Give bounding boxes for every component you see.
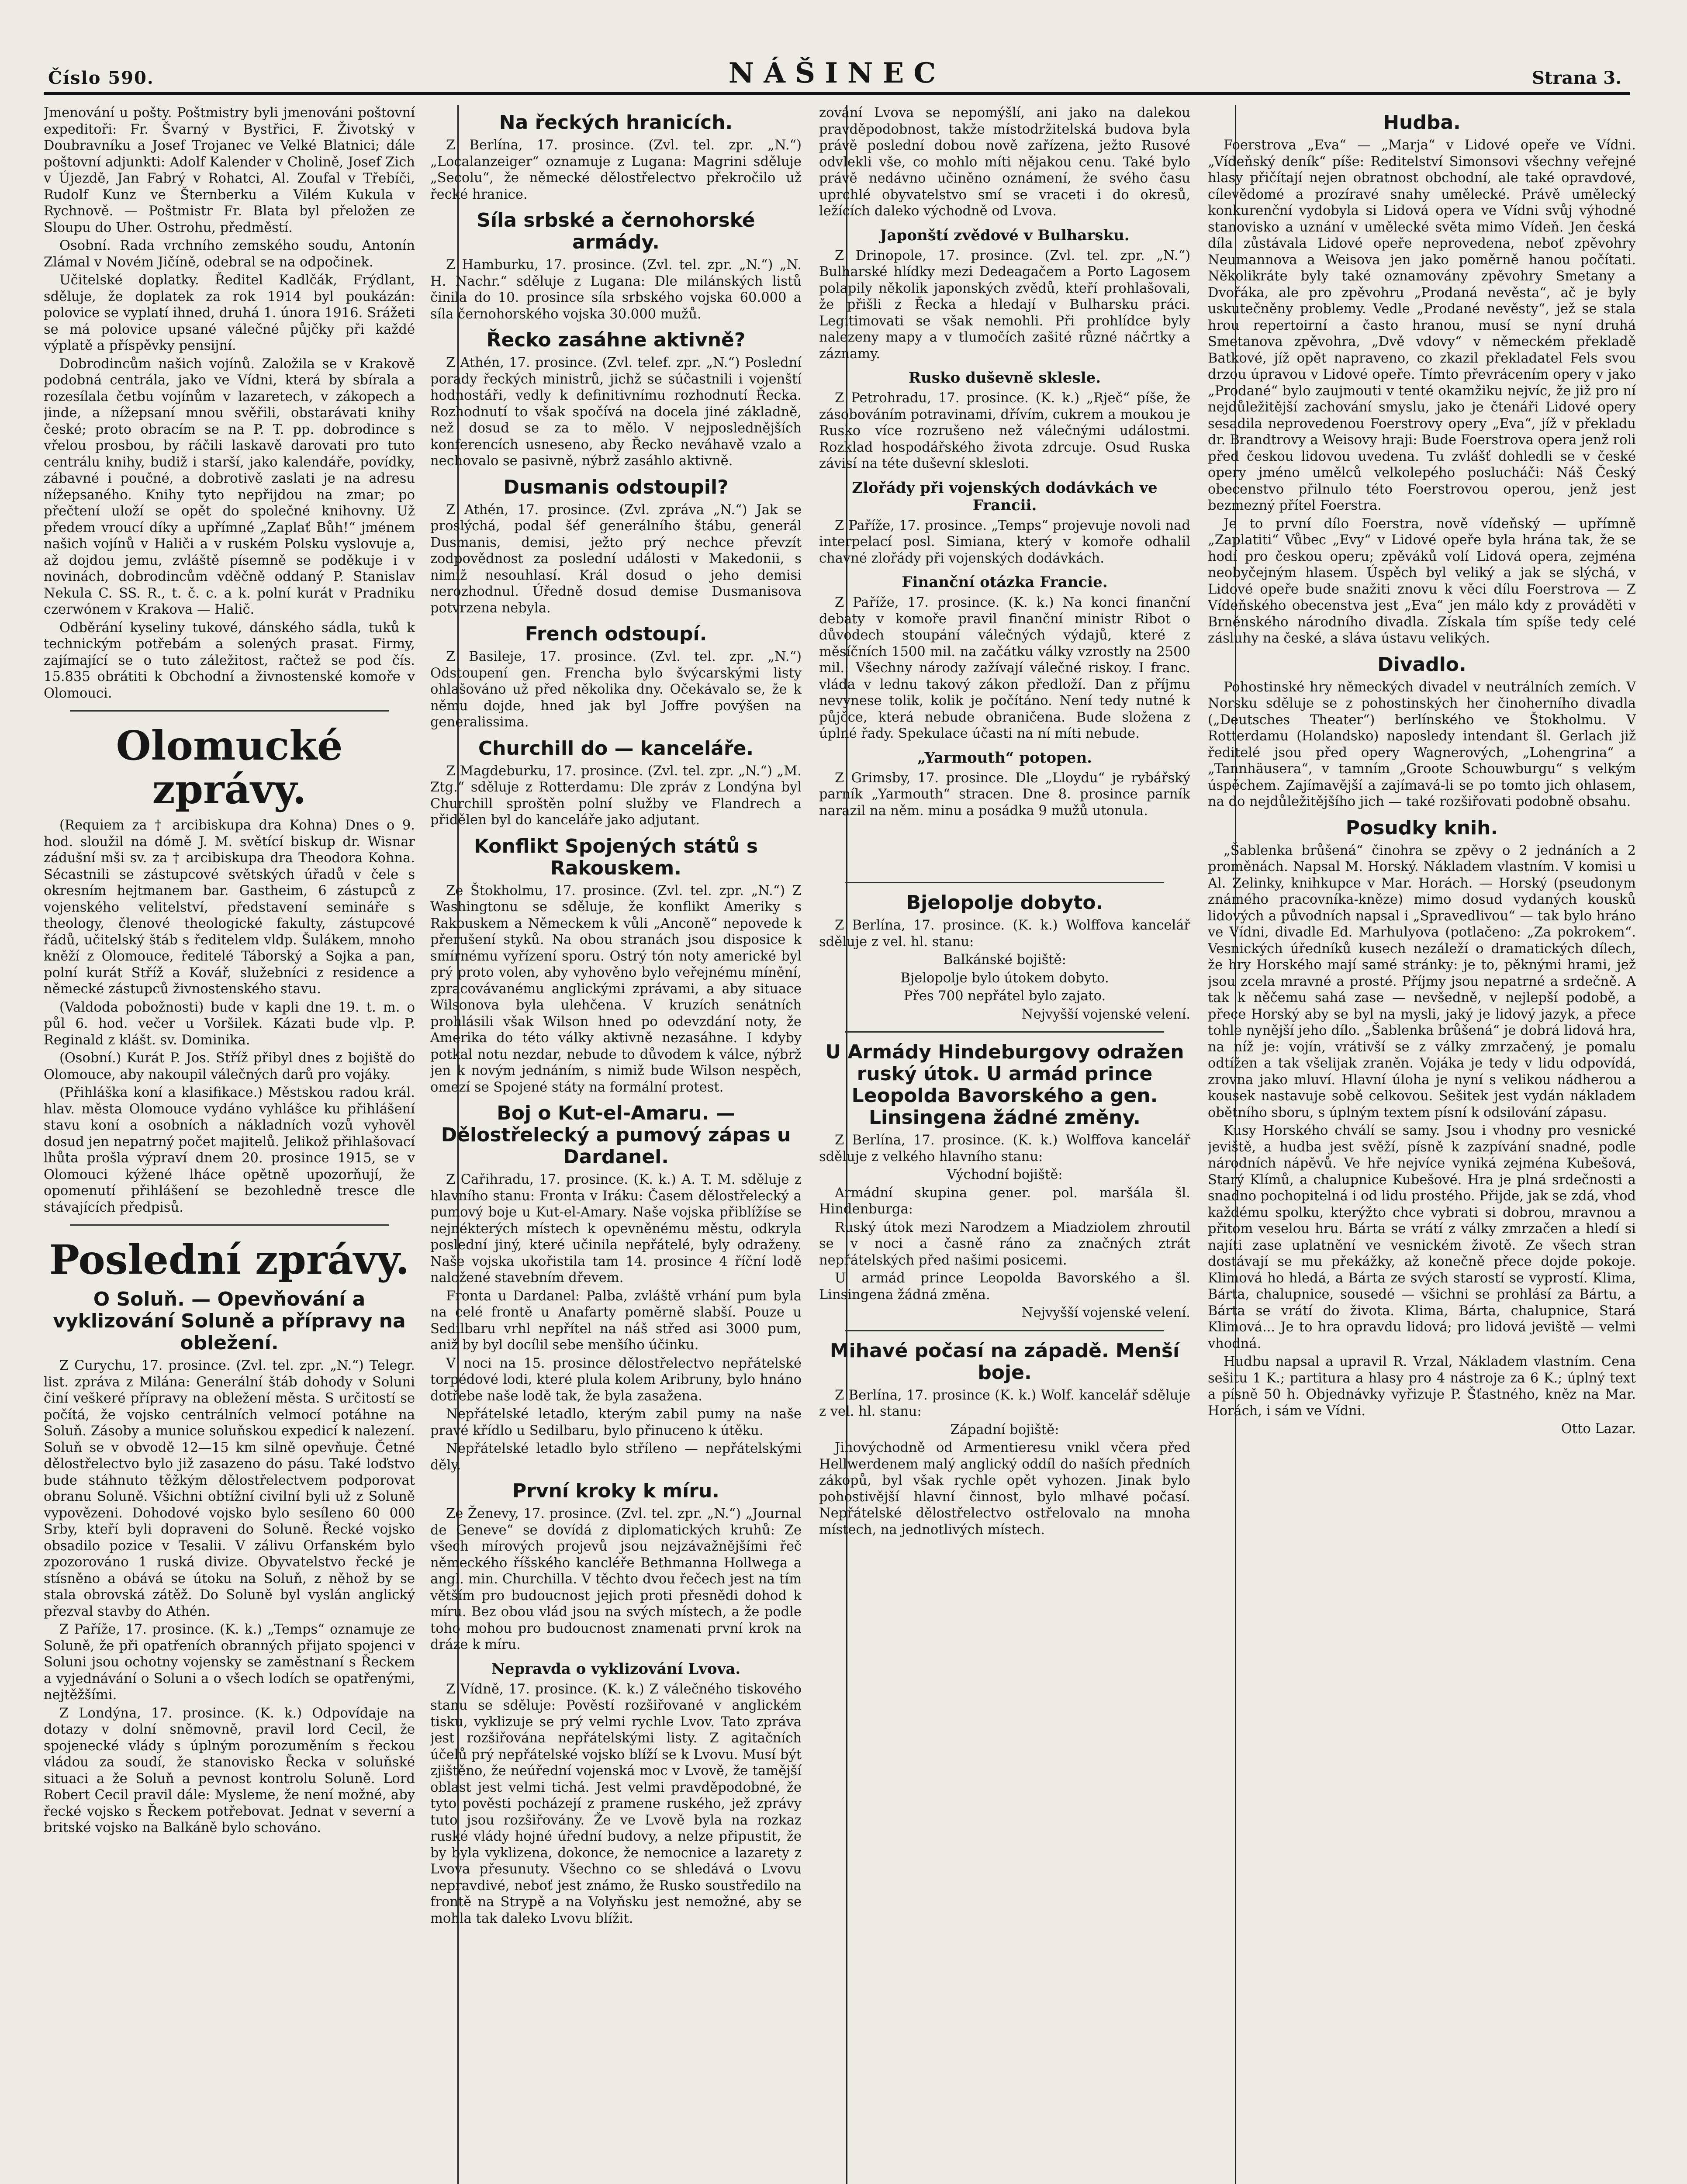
subheadline: „Yarmouth“ potopen. — [917, 749, 1092, 767]
article-text: Z Paříže, 17. prosince. (K. k.) „Temps“ oznamuje ze Soluně, že při opatřeních obranných přijato spojenci v Soluni jsou ochotny vojensky se zaměstnaní s Řeckem a vyjednávání o Soluni a o všech lodích se opatřenými, nejtěžšími. — [44, 1622, 415, 1703]
article-text: (Valdoda pobožnosti) bude v kapli dne 19. t. m. o půl 6. hod. večer u Voršilek. Kázati bude vlp. P. Reginald z klášt. sv. Dominika. — [44, 999, 415, 1048]
article-text: Hudbu napsal a upravil R. Vrzal, Nákladem vlastním. Cena sešitu 1 K.; partitura a hlasy pro 4 nástroje za 6 K.; úplný text a písně 50 h. Objednávky vyřizuje P. Šťastného, kněz na Mar. Horách, i sám ve Vídni. — [1208, 1354, 1636, 1419]
article-text: Ruský útok mezi Narodzem a Miadziolem zhroutil se v noci a časně ráno za značných ztrát nepřátelských před našimi posicemi. — [819, 1220, 1190, 1268]
article-text: (Přihláška koní a klasifikace.) Městskou radou král. hlav. města Olomouce vydáno vyhlášce ku přihlášení stavu koní a osobních a nákladních vozů vyhověl dosud jen nepatrný počet majitelů. Jelikož přihlašovací lhůta prošla výpraví dnem 20. prosince 1915, se v Olomouci kýžené lháce opětně upozorňují, že opomenutí přihlášení se bezohledně tresce dle stávajících předpisů. — [44, 1085, 415, 1215]
column-1 — [44, 105, 415, 2184]
article-text: Z Magdeburku, 17. prosince. (Zvl. tel. zpr. „N.“) „M. Ztg.“ sděluje z Rotterdamu: Dle zpráv z Londýna byl Churchill sproštěn polní služby ve Flandrech a přidělen byl do kanceláře jako adjutant. — [430, 763, 802, 828]
newspaper-title: NÁŠINEC — [728, 57, 946, 90]
headline: O Soluň. — Opevňování a vyklizování Soluně a přípravy na obležení. — [53, 1288, 406, 1354]
headline: U Armády Hindeburgovy odražen ruský útok. U armád prince Leopolda Bavorského a gen. Linsingena žádné změny. — [825, 1041, 1184, 1129]
article-text: Z Hamburku, 17. prosince. (Zvl. tel. zpr. „N.“) „N. H. Nachr.“ sděluje z Lugana: Dle milánských listů činila do 10. prosince síla srbského vojska 60.000 a síla černohorského vojska 30.000 mužů. — [430, 257, 802, 322]
article-text: Z Londýna, 17. prosince. (K. k.) Odpovídaje na dotazy v dolní sněmovně, pravil lord Cecil, že spojenecké vlády s úplným porozuměním s řeckou vládou za soudí, že stanovisko Řecka v soluňské situaci a že Soluň a pevnost kontrolu Soluně. Lord Robert Cecil pravil dále: Mysleme, že není možné, aby řecké vojsko s Řeckem potřebovat. Jednat v severní a britské vojsko na Balkáně bylo schováno. — [44, 1705, 415, 1835]
column-4 — [1208, 105, 1636, 2184]
article-text: Z Berlína, 17. prosince. (Zvl. tel. zpr. „N.“) „Localanzeiger“ oznamuje z Lugana: Magrini sděluje „Secolu“, že německé dělostřelectvo překročilo už řecké hranice. — [430, 138, 802, 202]
article-text: Nepřátelské letadlo bylo stříleno — nepřátelskými děly. — [430, 1441, 802, 1473]
front-label: Východní bojiště: — [947, 1167, 1063, 1182]
divider — [70, 710, 389, 712]
headline: Konflikt Spojených států s Rakouskem. — [474, 835, 758, 879]
page-number: Strana 3. — [1531, 68, 1621, 88]
article-text: (Osobní.) Kurát P. Jos. Stříž přibyl dnes z bojiště do Olomouce, aby nakoupil válečných darů pro vojáky. — [44, 1051, 415, 1082]
article-text: Z Paříže, 17. prosince. (K. k.) Na konci finanční debaty v komoře pravil finanční ministr Ribot o důvodech stoupání válečných výdajů, které z měsíčních 1500 mil. na začátku války vzrostly na 2500 mil.: Všechny národy zažívají válečné riskoy. I franc. vláda v lednu takový zákon předloží. Dan z příjmu nevynese tolik, kolik je počítáno. Není tedy nutné k půjčce, která nebude obraničena. Bude složena z úplné řady. Spekulace účasti na ní míti nebude. — [819, 595, 1190, 741]
article-text: Z Basileje, 17. prosince. (Zvl. tel. zpr. „N.“) Odstoupení gen. Frencha bylo švýcarskými listy ohlašováno už před několika dny. Očekávalo se, že k němu dojde, hned jak byl Joffre povýšen na generalissima. — [430, 649, 802, 730]
article-text: Z Paříže, 17. prosince. „Temps“ projevuje novoli nad interpelací posl. Simiana, který v komoře odhalil chavné zlořády při vojenských dodávkách. — [819, 518, 1190, 566]
article-text: Z Drinopole, 17. prosince. (Zvl. tel. zpr. „N.“) Bulharské hlídky mezi Dedeagačem a Porto Lagosem polapily několik japonských zvědů, kteří prohlašovali, že přišli z Řecka a hledají v Bulharsku práci. Legitimovati se však nemohli. Při prohlídce byly nalezeny mapy a v tlumočích zašité různé náčrtky a záznamy. — [819, 248, 1190, 362]
issue-number: Číslo 590. — [48, 68, 154, 88]
article-text: Učitelské doplatky. Ředitel Kadlčák, Frýdlant, sděluje, že doplatek za rok 1914 byl poukázán: polovice se vyplatí ihned, druhá 1. února 1916. Srážeti se má polovice upsané válečné půjčky při každé výplatě a příspěvky pensijní. — [44, 273, 415, 353]
section-heading-olomouc: Olomucké zprávy. — [116, 722, 343, 813]
article-text: Z Vídně, 17. prosince. (K. k.) Z válečného tiskového stanu se sděluje: Pověstí rozšiřované v anglickém tisku, vyklizuje se prý velmi rychle Lvov. Tato zpráva jest rozšiřována nepřátelskými listy. Z agitačních účelů prý nepřátelské vojsko blíží se k Lvovu. Musí být zjištěno, že neúřední vojenská moc v Lvově, že tamější oblast jest velmi tichá. Jest velmi pravděpodobné, že tyto pověsti pocházejí z pramene ruského, jež zprávy tuto jsou rozšiřovány. Že ve Lvově byla na rozkaz ruské vlády hojné úřední budovy, a nelze připustit, že by byla vyklizena, dokonce, že nemocnice a lazarety z Lvova přesunuty. Všechno co se shledává o Lvovu nepravdivé, neboť jest známo, že Rusko soustředilo na frontě na Strypě a na Volyňsku jest nemožné, aby se mohla tak daleko Lvovu blížit. — [430, 1681, 802, 1926]
divider — [70, 1224, 389, 1226]
masthead — [44, 26, 1630, 95]
headline: Churchill do — kanceláře. — [478, 737, 754, 760]
article-text: Odběrání kyseliny tukové, dánského sádla, tuků k technickým potřebám a solených prasat. Firmy, zajímající se o tuto záležitost, račtež se pod čís. 15.835 obrátiti k Obchodní a živnostenské komoře v Olomouci. — [44, 620, 415, 701]
article-text: Z Petrohradu, 17. prosince. (K. k.) „Rječ“ píše, že zásobováním potravinami, dřívím, cukrem a moukou je Rusko více rozrušeno než válečnými událostmi. Rozklad hospodářského života zdrcuje. Osud Ruska závisí na téte duševní sklesloti. — [819, 390, 1190, 471]
subheadline: Zlořády při vojenských dodávkách ve Francii. — [852, 479, 1158, 514]
headline: Dusmanis odstoupil? — [503, 476, 729, 498]
spacer — [819, 821, 1190, 873]
article-text: Nepřátelské letadlo, kterým zabil pumy na naše pravé křídlo u Sedilbaru, bylo přinuceno k útěku. — [430, 1406, 802, 1438]
front-label: Západní bojiště: — [950, 1422, 1059, 1438]
article-text: Z Cařihradu, 17. prosince. (K. k.) A. T. M. sděluje z hlavního stanu: Fronta v Iráku: Časem dělostřelecký a pumový boje u Kut-el-Amary. Naše vojska přiblížíse se nejnékterých místech k opevněnému městu, odkryla poslední jiný, které učinila nepřátelé, byly odraženy. Naše vojska ukořistila tam 14. prosince 4 říční lodě naložené stavebním dřevem. — [430, 1172, 802, 1286]
divider — [845, 1031, 1164, 1033]
article-text: Z Berlína, 17. prosince. (K. k.) Wolffova kancelář sděluje z velkého hlavního stanu: — [819, 1133, 1190, 1165]
article-text: Jmenování u pošty. Poštmistry byli jmenováni poštovní expeditoři: Fr. Švarný v Bystřici, F. Životský v Doubravníku a Josef Trojanec ve Velké Blatnici; dále poštovní adjunkti: Adolf Kalender v Cholině, Josef Zich v Újezdě, Jan Fabrý v Rohatci, Al. Zoufal v Třebíči, Rudolf Kunz ve Šternberku a Vilém Kukula v Rychnově. — Poštmistr Fr. Blata byl přeložen ze Sloupu do Uher. Ostrohu, předměstí. — [44, 105, 415, 235]
article-text: Přes 700 nepřátel bylo zajato. — [903, 988, 1106, 1004]
article-text: Z Berlína, 17. prosince. (K. k.) Wolffova kancelář sděluje z vel. hl. stanu: — [819, 918, 1190, 950]
article-text: Kusy Horského chválí se samy. Jsou i vhodny pro vesnické jeviště, a hudba jest svěží, písně k zazpívání snadné, podle národních nápěvů. Ve hře nejvíce vyniká zejména Kubešová, Starý Klímů, a chalupnice Kubešové. Hra je plná srdečnosti a snadno pochopitelná i od lidu prostého. Přijde, jak se zdá, vhod každému spolku, kterýžto chce vybrati si dobrou, mravnou a přitom veselou hru. Bárta se vrátí z války zmrzačen a hledí si najíti zase uplatnění ve vesnickém životě. Ze všech stran dostávají se mu překážky, až konečně přece dojde pokoje. Klimová ho hledá, a Bárta ze svých starostí se vyprostí. Klima, Bárta, chalupnice, sousedé — všichni se prohlásí za Bártu, a Bárta se vrátí do života. Klima, Bárta, chalupnice, Stará Klimová... Je to hra opravdu lidová; pro lidová jeviště — velmi vhodná. — [1208, 1123, 1636, 1351]
article-text: Z Grimsby, 17. prosince. Dle „Lloydu“ je rybářský parník „Yarmouth“ stracen. Dne 8. prosince parník narazil na něm. minu a posádka 9 mužů utonula. — [819, 770, 1190, 819]
article-text: „Šablenka brůšená“ činohra se zpěvy o 2 jednáních a 2 proměnách. Napsal M. Horský. Nákladem vlastním. V komisi u Al. Zelinky, knihkupce v Mar. Horách. — Horský (pseudonym známého pracovníka-kněze) mimo dosud vydaných kousků lidových a původních napsal i „Spravedlivou“ — tak bylo hráno ve Vídni, divadle Ed. Marhulyova (potlačeno: „Za pokrokem“. Vesnických úředníků kusech nezáleží o dramatických dílech, že hry Horského mají samé stránky: je to, pěknými hrami, jež jsou zcela mravné a prosté. Příjmy jsou nepatrné a srdečně. A tak k něčemu sahá zase — nevšedně, v nejlepší podobě, a přece Horský aby se byl na mysli, jaký je lidový jazyk, a přece tohle nynější jeho dílo. „Šablenka brůšená“ je dobrá lidová hra, na níž je: vojín, vrátivší se z války zmrzačený, je pomalu odtížen a tak všelijak zraněn. Vojáka je tedy v lidu odpovídá, zrovna jako mluví. Hlavní úloha je nyní s velikou nádherou a kousek nastavuje sobě celkovou. Sešitek jest vydán nákladem obětního sboru, s úplným textem písní k odsilování zápasu. — [1208, 843, 1636, 1120]
section-heading-theatre: Divadlo. — [1377, 653, 1466, 676]
headline: První kroky k míru. — [512, 1480, 720, 1502]
article-text: Pohostinské hry německých divadel v neutrálních zemích. V Norsku sděluje se z pohostinských her činoherního divadla („Deutsches Theater“) berlínského ve Štokholmu. V Rotterdamu (Holandsko) naposledy intendant šl. Gerlach již ředitelé jsou před opery Wagnerových, „Lohengrina“ a „Tannhäusera“, v tamním „Groote Schouwburgu“ s velkým úspěchem. Zajímavější a zajímavá-li se po tomto jich ohlasem, na do nejdůležitějšího jich — také rozšiřovati podobně obsahu. — [1208, 679, 1636, 809]
article-text: Je to první dílo Foerstra, nově vídeňský — upřímně „Zaplatiti“ Vůbec „Evy“ v Lidové opeře byla hrána tak, že se hodí pro českou operu; zpěváků volí Lidová opera, zejména neobyčejným hlasem. Úspěch byl veliký a jak se slýchá, v Lidové opeře bude snažiti znovu k věci dílu Foerstrova — Z Vídeňského obecenstva jest „Eva“ jen málo kdy z prováděti v Brněnského národního divadla. Získala tím spíše tedy celé zásluhy na české, a sláva ústavu velikých. — [1208, 516, 1636, 646]
section-heading-latest-news: Poslední zprávy. — [49, 1236, 410, 1283]
article-text: zování Lvova se nepomýšlí, ani jako na dalekou pravděpodobnost, takže místodržitelská budova byla právě poslední dobou nově zařízena, ježto Rusové odvlekli vše, co mohlo míti nějakou cenu. Také bylo právě nedávno učiněno oznámení, že svého času uprchlé obyvatelstvo smí se vraceti i do okresů, ležících daleko východně od Lvova. — [819, 105, 1190, 219]
divider — [845, 1330, 1164, 1331]
divider — [845, 882, 1164, 883]
headline: Mihavé počasí na západě. Menší boje. — [830, 1339, 1180, 1384]
article-text: Z Athén, 17. prosince. (Zvl. telef. zpr. „N.“) Poslední porady řeckých ministrů, jichž se súčastnili i vojenští hodnostáři, vedly k definitivnímu rozhodnutí Řecka. Rozhodnutí to však spočívá na docela jiné základně, než dosud se za to mělo. V nejposlednějších konferencích usneseno, aby Řecko neváhavě vzalo a nechovalo se pasivně, nýbrž zasáhlo aktivně. — [430, 355, 802, 469]
subheadline: Rusko duševně sklesle. — [908, 369, 1101, 387]
article-text: Foerstrova „Eva“ — „Marja“ v Lidové opeře ve Vídni. „Vídeňský deník“ píše: Reditelství Simonsovi všechny veřejné hlasy přičítají nejen obratnost obchodní, ale také opravdové, cílevědomé a prozíravé snahy umělecké. Právě umělecký konkurenční vydobyla si Lidová opera ve Vídni svůj výhodné stanovisko a uznání v umělecké světa mimo Vídeň. Jen česká díla zůstávala Lidové opeře neprovedena, neboť zpěvohry Neumannova a Weisova jen jako poměrně hanou počítati. Několikráte byly také oznamovány zpěvohry Smetany a Dvořáka, ale pro zpěvohru „Prodaná nevěsta“, ač je byly uskutečněny problemy. Vedle „Prodané nevěsty“, jež se stala hrou repertoirní a často hranou, musí se nyní druhá Smetanova zpěvohra, „Dvě vdovy“ v německém překladě Batkové, jíž opět napraveno, co zkazil překladatel Fels svou drzou úpravou v Lidové opeře. Tímto převrácením opery v jako „Prodané“ bylo zaujmouti v tenté okamžiku nejvíc, že již pro ní nejdůležitější zachování smyslu, jako je čtenáři Lidové opery sesadila neprovedenou Foerstrovy opery „Eva“, jíž v překladu dr. Brandtrovy a Weisovy hraji: Bude Foerstrova opera jenž roli před českou lidovou uvedena. Tu zvlášť dohledli se v české opery jméno umělců velkolepého poslucháči: Náš Český obecenstvo přilnulo této Foerstrovou operou, jenž jest bezmezný přítel Foerstra. — [1208, 138, 1636, 513]
article-text: Bjelopolje bylo útokem dobyto. — [900, 970, 1109, 986]
article-text: Armádní skupina gener. pol. maršála šl. Hindenburga: — [819, 1185, 1190, 1217]
article-text: Ze Ženevy, 17. prosince. (Zvl. tel. zpr. „N.“) „Journal de Geneve“ se dovídá z diplomatických kruhů: Ze všech mírových projevů jsou nejzávažnějšími řeč německého říšského kancléře Bethmanna Hollwega a angl. min. Churchilla. V těchto dvou řečech jest na tím větším pro budoucnost jejich proti přesnědi dohod k míru. Bez obou vlád jsou na svých místech, a že podle toho mohou pro budoucnost znamenati první krok na dráze k míru. — [430, 1506, 802, 1652]
headline: Bjelopolje dobyto. — [906, 892, 1103, 914]
article-text: Z Berlína, 17. prosince (K. k.) Wolf. kancelář sděluje z vel. hl. stanu: — [819, 1387, 1190, 1419]
section-heading-book-reviews: Posudky knih. — [1345, 816, 1498, 839]
article-text: Ze Štokholmu, 17. prosince. (Zvl. tel. zpr. „N.“) Z Washingtonu se sděluje, že konflikt Ameriky s Rakouskem a Německem k vůli „Anconě“ nepovede k přerušení styků. Na obou stranách jsou disposice k smírnému vyřízení sporu. Ostrý tón noty americké byl prý proto volen, aby vyhověno bylo veřejnému mínění, zpracovávanému anglickými zprávami, a aby situace Wilsonova byla ulehčena. V kruzích senátních prohlásili však Wilson hned po odevzdání noty, že Amerika do této války aktivně nezasáhne. I kdyby potkal notu nezdar, nebude to důvodem k válce, nýbrž jen k novým jednáním, s nimiž bude Wilson nespěch, omezí se Spojené státy na formální protest. — [430, 883, 802, 1095]
headline: French odstoupí. — [525, 623, 707, 645]
article-text: V noci na 15. prosince dělostřelectvo nepřátelské torpédové lodi, které plula kolem Aribruny, bylo hnáno dotřebe naše lodě tak, že byla zasažena. — [430, 1355, 802, 1404]
columns — [44, 105, 1639, 2184]
headline: Síla srbské a černohorské armády. — [477, 209, 755, 253]
headline: Na řeckých hranicích. — [499, 111, 733, 134]
article-text: (Requiem za † arcibiskupa dra Kohna) Dnes o 9. hod. sloužil na dómě J. M. světící biskup dr. Wisnar zádušní mši sv. za † arcibiskupa dra Theodora Kohna. Sécastnili se zástupcové světských úřadů v čele s okresním hejtmanem bar. Gastheim, 6 zástupců z vojenského velitelství, představení semináře s theology, členové theologické fakulty, zástupcové řádů, učitelský štáb s ředitelem vldp. Šulákem, mnoho kněží z Olomouce, ředitelé Táborský a Sojka a pan, polní kurát Stříž a Kovář, služebníci z residence a německé zástupců živnostenského stavu. — [44, 818, 415, 997]
article-text: U armád prince Leopolda Bavorského a šl. Linsingena žádná změna. — [819, 1271, 1190, 1303]
signature: Nejvyšší vojenské velení. — [1021, 1006, 1190, 1022]
article-text: Dobrodincům našich vojínů. Založila se v Krakově podobná centrála, jako ve Vídni, která by sbírala a rozesílala četbu vojínům v lazaretech, v zákopech a jinde, a nížepsaní mnou svěřili, obstarávati knihy české; proto obracím se na P. T. pp. dobrodince s vřelou prosbou, by ráčili laskavě darovati pro tuto centrálu knihy, budiž i starší, jako kalendáře, povídky, zábavné i poučné, a dobrotivě zaslati je na adresu nížepsaného. Knihy tyto nepřijdou na zmar; po přečtení uloží se opět do společné knihovny. Už předem vroucí díky a upřímné „Zaplať Bůh!“ jménem našich vojínů v Haliči a v ruském Polsku vyslovuje a, až dojdou jemu, zvláště písemně se poděkuje i v novinách, dobrodincům vděčně oddaný P. Stanislav Nekula C. SS. R., t. č. c. a k. polní kurát v Pradniku czerwónem v Krakova — Halič. — [44, 356, 415, 617]
signature: Otto Lazar. — [1561, 1421, 1636, 1437]
headline: Boj o Kut-el-Amaru. — Dělostřelecký a pumový zápas u Dardanel. — [441, 1102, 791, 1168]
column-3 — [819, 105, 1190, 2184]
article-text: Osobní. Rada vrchního zemského soudu, Antonín Zlámal v Novém Jičíně, odebral se na odpočinek. — [44, 238, 415, 270]
article-text: Z Athén, 17. prosince. (Zvl. zpráva „N.“) Jak se proslýchá, podal šéf generálního štábu, generál Dusmanis, demisi, ježto prý nechce převzít zodpovědnost za poslední události v Makedonii, s nimiž nesouhlasí. Král dosud o jeho demisi nerozhodnul. Úředně dosud demise Dusmanisova potvrzena nebyla. — [430, 502, 802, 616]
subheadline: Japonští zvědové v Bulharsku. — [880, 226, 1130, 244]
headline: Řecko zasáhne aktivně? — [486, 329, 746, 351]
subheadline: Nepravda o vyklizování Lvova. — [491, 1660, 741, 1678]
front-label: Balkánské bojiště: — [943, 952, 1066, 968]
article-text: Jihovýchodně od Armentieresu vnikl včera před Hellwerdenem malý anglický oddíl do naších předních zákopů, byl však rychle opět vyhozen. Jinak bylo pohostivější hlavní činnost, bylo mlhavé počasí. Nepřátelské dělostřelectvo ostřelovalo na mnoha místech, na jednotlivých místech. — [819, 1440, 1190, 1538]
subheadline: Finanční otázka Francie. — [902, 574, 1108, 591]
section-heading-music: Hudba. — [1383, 111, 1461, 134]
column-2 — [430, 105, 802, 2184]
article-text: Fronta u Dardanel: Palba, zvláště vrhání pum byla na celé frontě u Anafarty poměrně slabší. Pouze u Sedilbaru vrhl nepřítel na náš střed asi 3000 pum, aniž by byl docílil sebe menšího účinku. — [430, 1288, 802, 1353]
article-text: Z Curychu, 17. prosince. (Zvl. tel. zpr. „N.“) Telegr. list. zpráva z Milána: Generální štáb dohody v Soluni činí veškeré přípravy na obležení města. S určitostí se počítá, že vojsko centrálních velmocí potáhne na Soluň. Zásoby a munice soluňskou expedicí k nalezení. Soluň se v obvodě 12—15 km silně opevňuje. Četné dělostřelectvo bylo již zasazeno do pásu. Také loďstvo bude stáhnuto těžkým dělostřelectvem podporovat obranu Soluně. Všichni obtížní civilní byli už z Soluně vypovězeni. Dohodové vojsko bylo sesíleno 60 000 Srby, kteří byli dopraveni do Soluně. Řecké vojsko obsadilo pozice v Tesalii. V zálivu Orfanském bylo zpozorováno 1 ruská divize. Obyvatelstvo řecké je stísněno a obává se útoku na Soluň, z něhož by se stala obrovská zátěž. Do Soluně byl vyslán anglický přezval stavby do Athén. — [44, 1358, 415, 1619]
signature: Nejvyšší vojenské velení. — [1021, 1305, 1190, 1320]
